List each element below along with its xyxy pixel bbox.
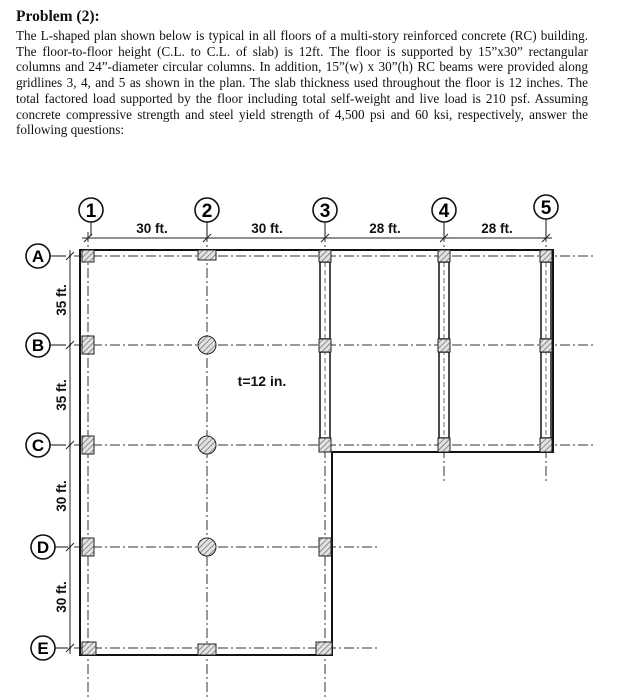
column-2a <box>198 250 216 260</box>
grid-label-c: C <box>31 436 45 455</box>
span-label-a-b: 35 ft. <box>54 284 69 316</box>
span-label-b-c: 35 ft. <box>54 379 69 411</box>
grid-label-2: 2 <box>201 201 213 222</box>
column-5b <box>540 339 552 352</box>
grid-bubble-c <box>26 433 66 457</box>
grid-label-e: E <box>37 639 49 658</box>
slab-outline <box>80 250 553 655</box>
grid-bubble-2 <box>195 198 219 236</box>
column-5c <box>540 438 552 452</box>
column-4a <box>438 250 450 262</box>
grid-bubble-d <box>31 535 68 559</box>
beams <box>320 262 551 438</box>
span-label-4-5: 28 ft. <box>481 221 513 236</box>
span-label-d-e: 30 ft. <box>54 581 69 613</box>
grid-bubble-4 <box>432 198 456 236</box>
grid-label-4: 4 <box>438 201 450 222</box>
grid-bubble-1 <box>79 198 103 236</box>
span-label-c-d: 30 ft. <box>54 480 69 512</box>
column-5a <box>540 250 552 262</box>
grid-label-3: 3 <box>319 201 331 222</box>
column-3e <box>316 642 332 655</box>
grid-label-1: 1 <box>85 201 97 222</box>
column-2e <box>198 644 216 655</box>
column-3a <box>319 250 331 262</box>
column-1b <box>82 336 94 354</box>
column-1a <box>82 250 94 262</box>
column-2b <box>198 336 216 354</box>
column-4c <box>438 438 450 452</box>
span-label-3-4: 28 ft. <box>369 221 401 236</box>
column-2d <box>198 538 216 556</box>
grid-label-a: A <box>31 247 45 266</box>
column-3c <box>319 438 331 452</box>
column-3b <box>319 339 331 352</box>
column-3d <box>319 538 331 556</box>
grid-label-b: B <box>31 336 45 355</box>
grid-bubble-a <box>26 244 66 268</box>
problem-title: Problem (2): <box>16 8 100 25</box>
problem-text: The L-shaped plan shown below is typical in all floors of a multi-story reinforced concrete (RC) building. The floor-to-floor height (C.L. to C.L. of slab) is 12ft. The floor is supported by 15”x30” rectangular columns and 24”-diameter circular columns. In addition, 15”(w) x 30”(h) RC beams were provided along gridlines 3, 4, and 5 as shown in the plan. The slab thickness used throughout the floor is 12 inches. The total factored load supported by the floor including total self-weight and live load is 210 psf. Assuming concrete compressive strength and steel yield strength of 4,500 psi and 60 ksi, respectively, answer the following questions: <box>16 28 588 138</box>
grid-label-5: 5 <box>540 198 552 219</box>
grid-bubble-5 <box>534 195 558 236</box>
column-2c <box>198 436 216 454</box>
grid-bubble-3 <box>313 198 337 236</box>
column-4b <box>438 339 450 352</box>
beam-centerlines <box>325 262 546 438</box>
column-1c <box>82 436 94 454</box>
grid-label-d: D <box>36 538 50 557</box>
span-label-1-2: 30 ft. <box>136 221 168 236</box>
grid-bubble-e <box>31 636 68 660</box>
slab-thickness-label: t=12 in. <box>237 373 287 389</box>
column-1d <box>82 538 94 556</box>
span-label-2-3: 30 ft. <box>251 221 283 236</box>
grid-bubble-b <box>26 333 66 357</box>
column-1e <box>82 642 96 655</box>
